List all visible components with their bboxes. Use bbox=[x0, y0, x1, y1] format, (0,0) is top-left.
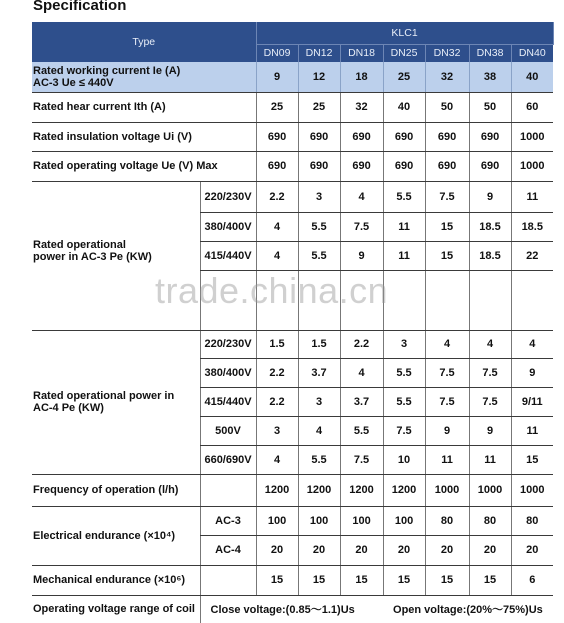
cell: 32 bbox=[425, 62, 469, 92]
row-label bbox=[32, 62, 256, 92]
voltage-cell: 660/690V bbox=[200, 445, 256, 474]
watermark: trade.china.cn bbox=[155, 270, 389, 311]
cell: 11 bbox=[511, 181, 553, 212]
specification-table bbox=[32, 22, 554, 623]
row-label: Frequency of operation (l/h) bbox=[32, 474, 200, 506]
cell: 690 bbox=[383, 151, 425, 181]
table-row bbox=[32, 474, 553, 506]
cell: 15 bbox=[425, 212, 469, 241]
cell: 7.5 bbox=[425, 181, 469, 212]
cell: 6 bbox=[511, 565, 553, 595]
table-row bbox=[32, 506, 553, 535]
cell: 32 bbox=[340, 92, 383, 122]
cell: 1200 bbox=[256, 474, 298, 506]
dn-header: DN32 bbox=[425, 44, 469, 62]
cell: 20 bbox=[511, 535, 553, 565]
blank-cell bbox=[511, 270, 553, 330]
cell: 11 bbox=[383, 212, 425, 241]
row-label: Rated operating voltage Ue (V) Max bbox=[32, 151, 256, 181]
dn-header: DN09 bbox=[256, 44, 298, 62]
row-label-line: power in AC-3 Pe (KW) bbox=[33, 250, 152, 263]
cell: 15 bbox=[256, 565, 298, 595]
blank-cell bbox=[200, 474, 256, 506]
cell: 7.5 bbox=[425, 358, 469, 387]
row-label: Mechanical endurance (×10⁶) bbox=[32, 565, 200, 595]
table-row bbox=[32, 151, 553, 181]
cell: 20 bbox=[469, 535, 511, 565]
cell: 18 bbox=[340, 62, 383, 92]
voltage-cell: 380/400V bbox=[200, 358, 256, 387]
dn-header: DN12 bbox=[298, 44, 340, 62]
blank-cell bbox=[200, 565, 256, 595]
table-row bbox=[32, 181, 553, 212]
cell: 1.5 bbox=[298, 330, 340, 358]
cell: 1000 bbox=[511, 151, 553, 181]
page-title: Specification bbox=[33, 0, 127, 14]
table-row bbox=[32, 92, 553, 122]
cell: 7.5 bbox=[340, 212, 383, 241]
cell: 18.5 bbox=[469, 241, 511, 270]
voltage-cell: 415/440V bbox=[200, 387, 256, 416]
blank-cell bbox=[200, 270, 256, 330]
cell: 50 bbox=[469, 92, 511, 122]
cell: 4 bbox=[511, 330, 553, 358]
cell: 9/11 bbox=[511, 387, 553, 416]
cell: 5.5 bbox=[383, 358, 425, 387]
cell: 18.5 bbox=[469, 212, 511, 241]
cell: 3.7 bbox=[340, 387, 383, 416]
cell: 1000 bbox=[511, 474, 553, 506]
cell: 690 bbox=[298, 122, 340, 151]
row-label: Rated insulation voltage Ui (V) bbox=[32, 122, 256, 151]
cell: 690 bbox=[425, 122, 469, 151]
cell: 20 bbox=[256, 535, 298, 565]
cell: 3.7 bbox=[298, 358, 340, 387]
cell: 11 bbox=[383, 241, 425, 270]
cell: 1000 bbox=[511, 122, 553, 151]
cell: 690 bbox=[298, 151, 340, 181]
cell: 100 bbox=[340, 506, 383, 535]
category-cell: AC-3 bbox=[200, 506, 256, 535]
cell: 100 bbox=[256, 506, 298, 535]
voltage-cell: 380/400V bbox=[200, 212, 256, 241]
cell: 80 bbox=[425, 506, 469, 535]
cell: 20 bbox=[383, 535, 425, 565]
dn-header: DN40 bbox=[511, 44, 553, 62]
cell: 12 bbox=[298, 62, 340, 92]
cell: 11 bbox=[511, 416, 553, 445]
row-label bbox=[32, 181, 200, 330]
cell: 11 bbox=[425, 445, 469, 474]
cell: 4 bbox=[256, 445, 298, 474]
cell: 3 bbox=[298, 387, 340, 416]
cell: 4 bbox=[425, 330, 469, 358]
model-header: KLC1 bbox=[256, 22, 553, 44]
type-header: Type bbox=[32, 22, 256, 62]
blank-cell bbox=[298, 270, 340, 330]
cell: 9 bbox=[511, 358, 553, 387]
cell: 9 bbox=[469, 416, 511, 445]
row-label: Rated hear current Ith (A) bbox=[32, 92, 256, 122]
open-voltage-cell: Open voltage:(20%～75%)Us bbox=[393, 604, 543, 617]
cell: 5.5 bbox=[383, 387, 425, 416]
cell: 7.5 bbox=[340, 445, 383, 474]
blank-cell bbox=[340, 270, 383, 330]
cell: 5.5 bbox=[340, 416, 383, 445]
cell: 4 bbox=[469, 330, 511, 358]
table-row bbox=[32, 330, 553, 358]
blank-cell bbox=[256, 270, 298, 330]
cell: 9 bbox=[425, 416, 469, 445]
cell: 15 bbox=[340, 565, 383, 595]
cell: 690 bbox=[340, 122, 383, 151]
voltage-cell: 415/440V bbox=[200, 241, 256, 270]
row-label-line: AC-4 Pe (KW) bbox=[33, 402, 104, 414]
cell: 20 bbox=[340, 535, 383, 565]
dn-header: DN38 bbox=[469, 44, 511, 62]
cell: 15 bbox=[425, 241, 469, 270]
cell: 38 bbox=[469, 62, 511, 92]
cell: 4 bbox=[298, 416, 340, 445]
cell: 4 bbox=[340, 181, 383, 212]
cell: 2.2 bbox=[256, 387, 298, 416]
cell: 15 bbox=[383, 565, 425, 595]
cell: 3 bbox=[256, 416, 298, 445]
cell: 7.5 bbox=[469, 358, 511, 387]
cell: 15 bbox=[469, 565, 511, 595]
cell: 690 bbox=[425, 151, 469, 181]
cell: 20 bbox=[298, 535, 340, 565]
cell: 40 bbox=[383, 92, 425, 122]
cell: 7.5 bbox=[425, 387, 469, 416]
row-label-line: AC-3 Ue ≤ 440V bbox=[33, 76, 114, 89]
row-label: Electrical endurance (×10⁴) bbox=[32, 506, 200, 565]
cell: 5.5 bbox=[298, 212, 340, 241]
row-label-line: Rated working current Ie (A) bbox=[33, 64, 181, 77]
cell: 1.5 bbox=[256, 330, 298, 358]
category-cell: AC-4 bbox=[200, 535, 256, 565]
cell: 50 bbox=[425, 92, 469, 122]
dn-header: DN25 bbox=[383, 44, 425, 62]
cell: 690 bbox=[340, 151, 383, 181]
cell: 5.5 bbox=[383, 181, 425, 212]
cell: 1200 bbox=[340, 474, 383, 506]
cell: 1200 bbox=[383, 474, 425, 506]
close-voltage-cell: Close voltage:(0.85～1.1)Us bbox=[200, 595, 383, 623]
cell: 2.2 bbox=[256, 358, 298, 387]
cell: 690 bbox=[383, 122, 425, 151]
cell: 80 bbox=[469, 506, 511, 535]
cell: 4 bbox=[256, 241, 298, 270]
cell: 2.2 bbox=[256, 181, 298, 212]
cell: 4 bbox=[340, 358, 383, 387]
cell: 690 bbox=[256, 122, 298, 151]
cell: 100 bbox=[298, 506, 340, 535]
cell: 100 bbox=[383, 506, 425, 535]
table-row bbox=[32, 62, 553, 92]
cell: 60 bbox=[511, 92, 553, 122]
cell: 40 bbox=[511, 62, 553, 92]
cell: 80 bbox=[511, 506, 553, 535]
cell: 2.2 bbox=[340, 330, 383, 358]
table-row bbox=[32, 122, 553, 151]
cell: 690 bbox=[469, 122, 511, 151]
cell: 25 bbox=[298, 92, 340, 122]
cell: 25 bbox=[256, 92, 298, 122]
row-label-line: Rated operational power in bbox=[33, 390, 175, 402]
cell: 10 bbox=[383, 445, 425, 474]
blank-cell bbox=[425, 270, 469, 330]
cell: 15 bbox=[425, 565, 469, 595]
cell: 5.5 bbox=[298, 445, 340, 474]
cell: 1200 bbox=[298, 474, 340, 506]
cell: 690 bbox=[256, 151, 298, 181]
cell: 1000 bbox=[469, 474, 511, 506]
voltage-cell: 220/230V bbox=[200, 181, 256, 212]
table-row bbox=[32, 565, 553, 595]
voltage-cell: 220/230V bbox=[200, 330, 256, 358]
cell: 20 bbox=[425, 535, 469, 565]
row-label bbox=[32, 330, 200, 474]
cell: 3 bbox=[383, 330, 425, 358]
cell: 15 bbox=[298, 565, 340, 595]
blank-cell bbox=[383, 270, 425, 330]
cell: 7.5 bbox=[469, 387, 511, 416]
cell: 15 bbox=[511, 445, 553, 474]
table-row bbox=[32, 595, 553, 623]
voltage-cell: 500V bbox=[200, 416, 256, 445]
cell: 9 bbox=[256, 62, 298, 92]
cell: 9 bbox=[469, 181, 511, 212]
cell: 690 bbox=[469, 151, 511, 181]
dn-header: DN18 bbox=[340, 44, 383, 62]
cell: 22 bbox=[511, 241, 553, 270]
cell: 18.5 bbox=[511, 212, 553, 241]
cell: 7.5 bbox=[383, 416, 425, 445]
cell: 25 bbox=[383, 62, 425, 92]
cell: 5.5 bbox=[298, 241, 340, 270]
cell: 1000 bbox=[425, 474, 469, 506]
cell: 9 bbox=[340, 241, 383, 270]
cell: 11 bbox=[469, 445, 511, 474]
blank-cell bbox=[469, 270, 511, 330]
cell: 3 bbox=[298, 181, 340, 212]
row-label: Operating voltage range of coil bbox=[33, 603, 195, 616]
cell: 4 bbox=[256, 212, 298, 241]
row-label-line: Rated operational bbox=[33, 238, 126, 251]
